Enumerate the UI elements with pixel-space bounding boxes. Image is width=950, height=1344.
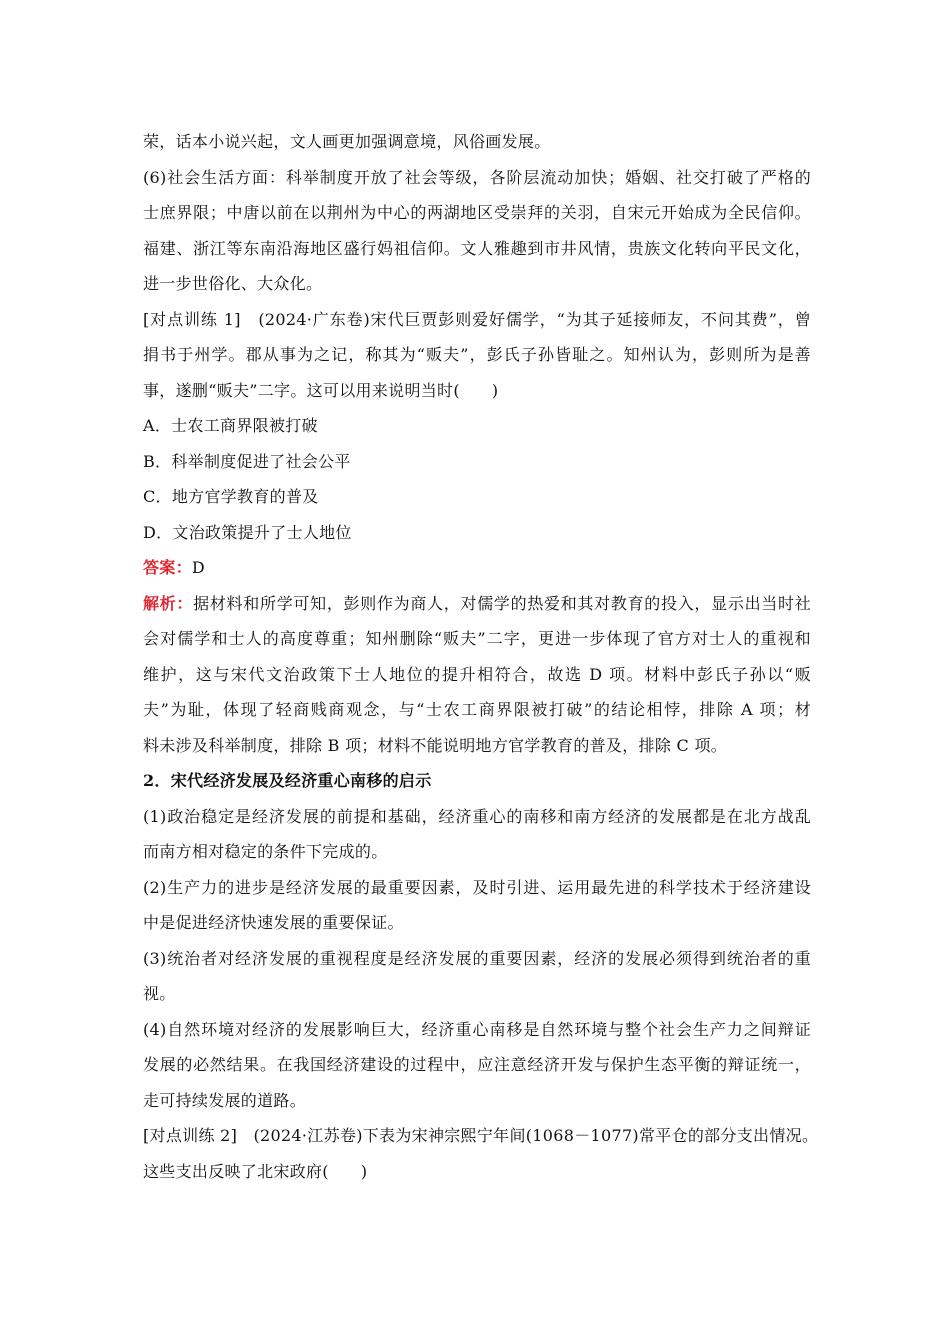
document-page bbox=[143, 124, 819, 1189]
option-d: D．文治政策提升了士人地位 bbox=[143, 522, 352, 542]
analysis-line: 会对儒学和士人的高度尊重；知州删除“贩夫”二字，更进一步体现了官方对士人的重视和 bbox=[143, 629, 811, 648]
paragraph-line: 视。 bbox=[143, 984, 176, 1003]
analysis-line bbox=[143, 586, 811, 622]
question-text: 这些支出反映了北宋政府( bbox=[143, 1161, 329, 1181]
question-line bbox=[143, 373, 811, 409]
paragraph-line: 进一步世俗化、大众化。 bbox=[143, 274, 323, 293]
paragraph-line: 中是促进经济快速发展的重要保证。 bbox=[143, 913, 404, 932]
analysis-line: 维护，这与宋代文治政策下士人地位的提升相符合，故选 D 项。材料中彭氏子孙以“贩 bbox=[143, 664, 811, 684]
answer-label: 答案： bbox=[143, 558, 192, 577]
question-line bbox=[143, 1154, 811, 1190]
analysis-line: 夫”为耻，体现了轻商贱商观念，与“士农工商界限被打破”的结论相悖，排除 A 项；材 bbox=[143, 700, 811, 719]
paragraph-line: (6)社会生活方面：科举制度开放了社会等级，各阶层流动加快；婚姻、社交打破了严格的 bbox=[143, 167, 811, 187]
paragraph-line: 走可持续发展的道路。 bbox=[143, 1090, 307, 1110]
question-close-paren: ) bbox=[491, 380, 499, 400]
question-line: 捐书于州学。郡从事为之记，称其为“贩夫”，彭氏子孙皆耻之。知州认为，彭则所为是善 bbox=[143, 345, 811, 364]
paragraph-line: (2)生产力的进步是经济发展的最重要因素，及时引进、运用最先进的科学技术于经济建设 bbox=[143, 877, 811, 897]
analysis-label: 解析： bbox=[143, 593, 194, 613]
exercise-1 bbox=[143, 302, 811, 764]
paragraph-line: (3)统治者对经济发展的重视程度是经济发展的重要因素，经济的发展必须得到统治者的重 bbox=[143, 948, 811, 968]
section-2 bbox=[143, 763, 811, 1118]
paragraph-line: (4)自然环境对经济的发展影响巨大，经济重心南移是自然环境与整个社会生产力之间辩证 bbox=[143, 1019, 811, 1039]
paragraph-line: 而南方相对稳定的条件下完成的。 bbox=[143, 842, 388, 861]
option-b: B．科举制度促进了社会公平 bbox=[143, 451, 351, 471]
option-a: A．士农工商界限被打破 bbox=[143, 416, 318, 435]
exercise-2 bbox=[143, 1118, 819, 1189]
answer-value: D bbox=[191, 558, 206, 577]
analysis-line: 料未涉及科举制度，排除 B 项；材料不能说明地方官学教育的普及，排除 C 项。 bbox=[143, 735, 728, 755]
question-close-paren: ) bbox=[360, 1161, 368, 1181]
paragraph-line: 福建、浙江等东南沿海地区盛行妈祖信仰。文人雅趣到市井风情，贵族文化转向平民文化， bbox=[143, 238, 811, 258]
option-c: C．地方官学教育的普及 bbox=[143, 487, 319, 506]
paragraph-line: 发展的必然结果。在我国经济建设的过程中，应注意经济开发与保护生态平衡的辩证统一， bbox=[143, 1055, 811, 1074]
section-heading: 2．宋代经济发展及经济重心南移的启示 bbox=[143, 771, 432, 790]
paragraph-line: 士庶界限；中唐以前在以荆州为中心的两湖地区受崇拜的关羽，自宋元开始成为全民信仰。 bbox=[143, 203, 811, 222]
paragraph-line: (1)政治稳定是经济发展的前提和基础，经济重心的南移和南方经济的发展都是在北方战乱 bbox=[143, 806, 811, 826]
question-text: 事，遂删“贩夫”二字。这可以用来说明当时( bbox=[143, 380, 460, 400]
question-line: [对点训练 1] (2024·广东卷)宋代巨贾彭则爱好儒学，“为其子延接师友，不问其费”，曾 bbox=[143, 309, 811, 329]
answer-line bbox=[143, 550, 811, 586]
paragraph-line: 荣，话本小说兴起，文人画更加强调意境，风俗画发展。 bbox=[143, 132, 551, 151]
item-6-social-life bbox=[143, 160, 811, 302]
analysis-text: 据材料和所学可知，彭则作为商人，对儒学的热爱和其对教育的投入，显示出当时社 bbox=[193, 593, 811, 613]
question-line: [对点训练 2] (2024·江苏卷)下表为宋神宗熙宁年间(1068－1077)常平仓的部分支出情况。 bbox=[143, 1126, 819, 1145]
